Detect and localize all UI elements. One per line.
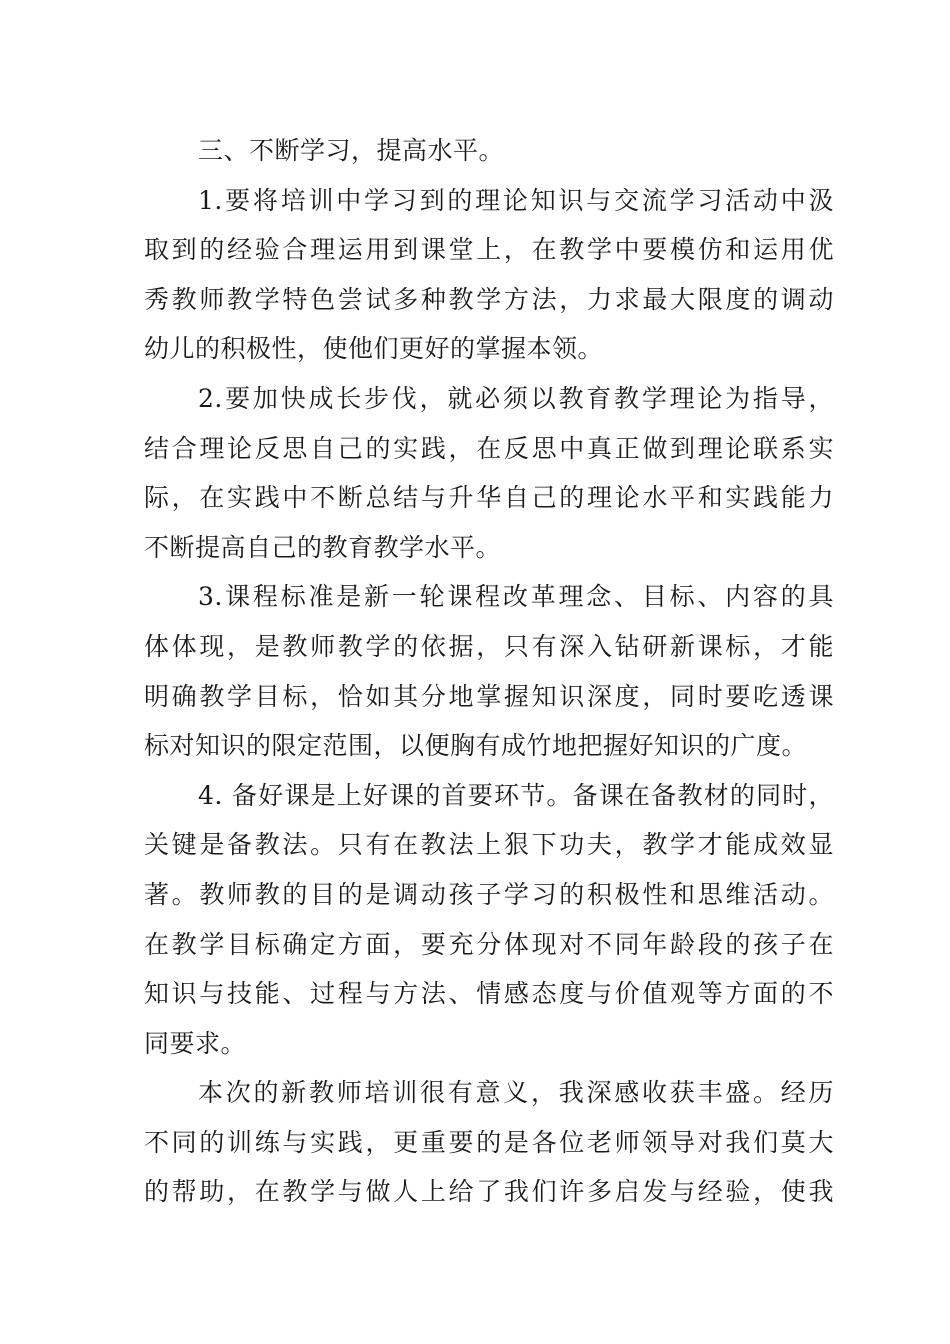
paragraph-2-line-4: 不断提高自己的教育教学水平。 — [144, 532, 502, 562]
paragraph-4-line-2: 关键是备教法。只有在教法上狠下功夫，教学才能成效显 — [144, 830, 834, 860]
paragraph-1-line-3: 秀教师教学特色尝试多种教学方法，力求最大限度的调动 — [144, 284, 834, 314]
paragraph-4-line-5: 知识与技能、过程与方法、情感态度与价值观等方面的不 — [144, 979, 834, 1009]
paragraph-3-line-3: 明确教学目标，恰如其分地掌握知识深度，同时要吃透课 — [144, 681, 834, 711]
paragraph-1-line-2: 取到的经验合理运用到课堂上，在教学中要模仿和运用优 — [144, 235, 834, 265]
paragraph-3-line-4: 标对知识的限定范围，以便胸有成竹地把握好知识的广度。 — [144, 731, 808, 761]
paragraph-2-line-2: 结合理论反思自己的实践，在反思中真正做到理论联系实 — [144, 433, 834, 463]
paragraph-4-line-6: 同要求。 — [144, 1028, 247, 1058]
paragraph-4-line-1: 4. 备好课是上好课的首要环节。备课在备教材的同时， — [198, 780, 834, 810]
paragraph-1-line-4: 幼儿的积极性，使他们更好的掌握本领。 — [144, 334, 604, 364]
paragraph-4-line-3: 著。教师教的目的是调动孩子学习的积极性和思维活动。 — [144, 879, 834, 909]
document-body — [144, 126, 834, 1217]
paragraph-2-line-1: 2.要加快成长步伐，就必须以教育教学理论为指导， — [198, 383, 834, 413]
paragraph-4-line-4: 在教学目标确定方面，要充分体现对不同年龄段的孩子在 — [144, 929, 834, 959]
paragraph-2-line-3: 际，在实践中不断总结与升华自己的理论水平和实践能力 — [144, 483, 834, 513]
paragraph-1-line-1: 1.要将培训中学习到的理论知识与交流学习活动中汲 — [198, 185, 834, 215]
paragraph-5-line-1: 本次的新教师培训很有意义，我深感收获丰盛。经历 — [198, 1078, 834, 1108]
section-heading: 三、不断学习，提高水平。 — [198, 136, 505, 165]
paragraph-3-line-2: 体体现，是教师教学的依据，只有深入钻研新课标，才能 — [144, 631, 834, 661]
paragraph-3-line-1: 3.课程标准是新一轮课程改革理念、目标、内容的具 — [198, 582, 834, 612]
paragraph-5-line-3: 的帮助，在教学与做人上给了我们许多启发与经验，使我 — [144, 1177, 834, 1207]
paragraph-5-line-2: 不同的训练与实践，更重要的是各位老师领导对我们莫大 — [144, 1127, 834, 1157]
